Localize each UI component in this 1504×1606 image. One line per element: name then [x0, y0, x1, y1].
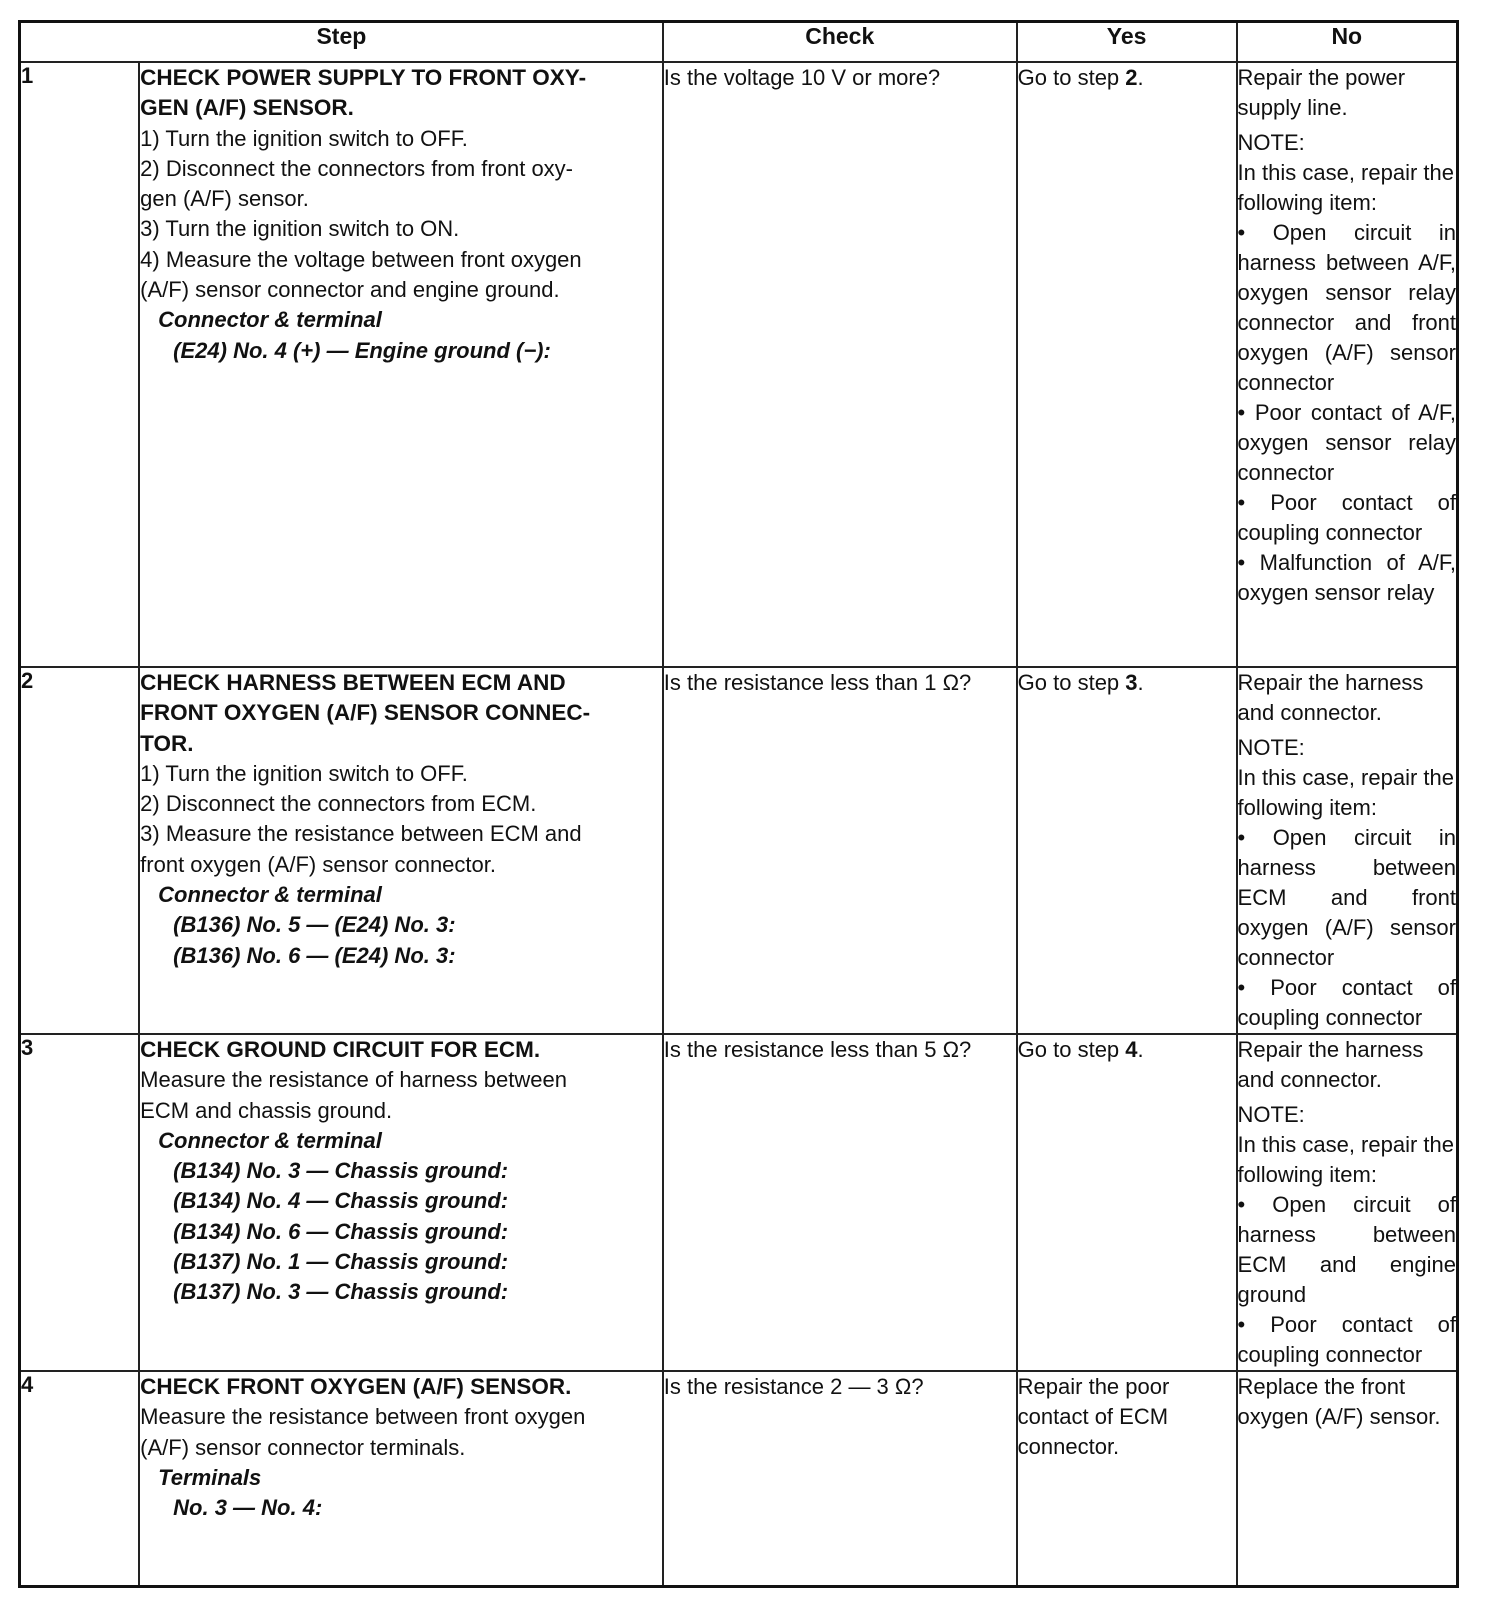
step-instruction: (A/F) sensor connector and engine ground.	[140, 277, 560, 303]
table-row	[20, 1371, 1458, 1587]
step-instruction: 1) Turn the ignition switch to OFF.	[140, 125, 468, 151]
step-instruction: 3) Turn the ignition switch to ON.	[140, 216, 460, 242]
connector-item: (B137) No. 1 — Chassis ground:	[173, 1249, 509, 1275]
yes-suffix: .	[1137, 670, 1144, 695]
check-cell: Is the resistance 2 — 3 Ω?	[663, 1371, 1017, 1587]
no-cell	[1237, 62, 1458, 667]
connector-title: Terminals	[158, 1464, 262, 1490]
connector-item: (B134) No. 3 — Chassis ground:	[173, 1158, 509, 1184]
no-note-text: In this case, repair the following item:	[1237, 765, 1454, 820]
step-description	[139, 62, 663, 667]
step-instruction: 3) Measure the resistance between ECM and	[140, 821, 582, 847]
table-row	[20, 667, 1458, 1034]
yes-cell	[1017, 667, 1237, 1034]
step-description	[139, 667, 663, 1034]
no-cell	[1237, 1034, 1458, 1371]
no-main-text: Replace the front oxygen (A/F) sensor.	[1237, 1374, 1441, 1429]
step-instruction: 2) Disconnect the connectors from ECM.	[140, 791, 537, 817]
no-note-text: In this case, repair the following item:	[1237, 160, 1454, 215]
step-instruction: 4) Measure the voltage between front oxygen	[140, 246, 582, 272]
check-cell: Is the voltage 10 V or more?	[663, 62, 1017, 667]
step-number: 1	[20, 62, 140, 667]
header-check: Check	[663, 22, 1017, 63]
connector-item: (B137) No. 3 — Chassis ground:	[173, 1279, 509, 1305]
yes-step-number: 4	[1125, 1037, 1138, 1062]
no-item: • Poor contact of coupling connector	[1237, 490, 1456, 545]
step-instruction: 1) Turn the ignition switch to OFF.	[140, 760, 468, 786]
diagnostic-table	[18, 20, 1459, 1588]
yes-prefix: Go to step	[1017, 670, 1126, 695]
connector-title: Connector & terminal	[158, 1127, 382, 1153]
step-instruction: Measure the resistance of harness between	[140, 1067, 567, 1093]
no-main-text: Repair the harness and connector.	[1237, 1037, 1424, 1092]
yes-suffix: .	[1137, 1037, 1144, 1062]
step-title-line: GEN (A/F) SENSOR.	[140, 95, 354, 121]
header-no: No	[1237, 22, 1458, 63]
step-title-line: TOR.	[140, 730, 194, 756]
connector-title: Connector & terminal	[158, 882, 382, 908]
step-description	[139, 1034, 663, 1371]
step-title-line: CHECK POWER SUPPLY TO FRONT OXY-	[140, 65, 587, 90]
step-number: 4	[20, 1371, 140, 1587]
connector-item: (B134) No. 4 — Chassis ground:	[173, 1188, 509, 1214]
yes-step-number: 2	[1125, 65, 1138, 90]
connector-item: No. 3 — No. 4:	[173, 1495, 323, 1521]
yes-prefix: Go to step	[1017, 65, 1126, 90]
connector-item: (E24) No. 4 (+) — Engine ground (−):	[173, 337, 551, 363]
step-instruction: (A/F) sensor connector terminals.	[140, 1434, 466, 1460]
yes-cell: Repair the poor contact of ECM connector.	[1017, 1371, 1237, 1587]
no-cell	[1237, 1371, 1458, 1587]
step-title-line: FRONT OXYGEN (A/F) SENSOR CONNEC-	[140, 700, 591, 726]
no-main-text: Repair the power supply line.	[1237, 65, 1406, 120]
no-cell	[1237, 667, 1458, 1034]
step-instruction: 2) Disconnect the connectors from front oxy-	[140, 155, 574, 181]
connector-title: Connector & terminal	[158, 307, 382, 333]
no-note-label: NOTE:	[1237, 735, 1305, 760]
no-main-text: Repair the harness and connector.	[1237, 670, 1424, 725]
no-item: • Open circuit in harness between A/F, oxygen sensor relay connector and front oxygen (A/F) sensor connector	[1237, 220, 1456, 395]
no-note-label: NOTE:	[1237, 130, 1305, 155]
header-yes: Yes	[1017, 22, 1237, 63]
table-row	[20, 62, 1458, 667]
check-cell: Is the resistance less than 1 Ω?	[663, 667, 1017, 1034]
no-note-text: In this case, repair the following item:	[1237, 1132, 1454, 1187]
step-instruction: Measure the resistance between front oxygen	[140, 1404, 586, 1430]
yes-prefix: Go to step	[1017, 1037, 1126, 1062]
no-note-label: NOTE:	[1237, 1102, 1305, 1127]
step-number: 2	[20, 667, 140, 1034]
header-row	[20, 22, 1458, 63]
no-item: • Malfunction of A/F, oxygen sensor relay	[1237, 550, 1456, 605]
yes-cell	[1017, 62, 1237, 667]
yes-step-number: 3	[1125, 670, 1138, 695]
yes-suffix: .	[1137, 65, 1144, 90]
no-item: • Poor contact of coupling connector	[1237, 1312, 1456, 1367]
step-title-line: CHECK HARNESS BETWEEN ECM AND	[140, 670, 566, 695]
connector-item: (B136) No. 5 — (E24) No. 3:	[173, 912, 456, 938]
yes-cell	[1017, 1034, 1237, 1371]
connector-item: (B134) No. 6 — Chassis ground:	[173, 1218, 509, 1244]
table-row	[20, 1034, 1458, 1371]
no-item: • Poor contact of A/F, oxygen sensor relay connector	[1237, 400, 1456, 485]
step-number: 3	[20, 1034, 140, 1371]
connector-item: (B136) No. 6 — (E24) No. 3:	[173, 942, 456, 968]
step-description	[139, 1371, 663, 1587]
step-title-line: CHECK GROUND CIRCUIT FOR ECM.	[140, 1037, 541, 1062]
step-instruction: ECM and chassis ground.	[140, 1097, 393, 1123]
header-step: Step	[20, 22, 663, 63]
no-item: • Poor contact of coupling connector	[1237, 975, 1456, 1030]
check-cell: Is the resistance less than 5 Ω?	[663, 1034, 1017, 1371]
no-item: • Open circuit of harness between ECM and engine ground	[1237, 1192, 1456, 1307]
step-title-line: CHECK FRONT OXYGEN (A/F) SENSOR.	[140, 1374, 572, 1399]
no-item: • Open circuit in harness between ECM and front oxygen (A/F) sensor connector	[1237, 825, 1456, 970]
step-instruction: front oxygen (A/F) sensor connector.	[140, 851, 496, 877]
step-instruction: gen (A/F) sensor.	[140, 186, 309, 212]
